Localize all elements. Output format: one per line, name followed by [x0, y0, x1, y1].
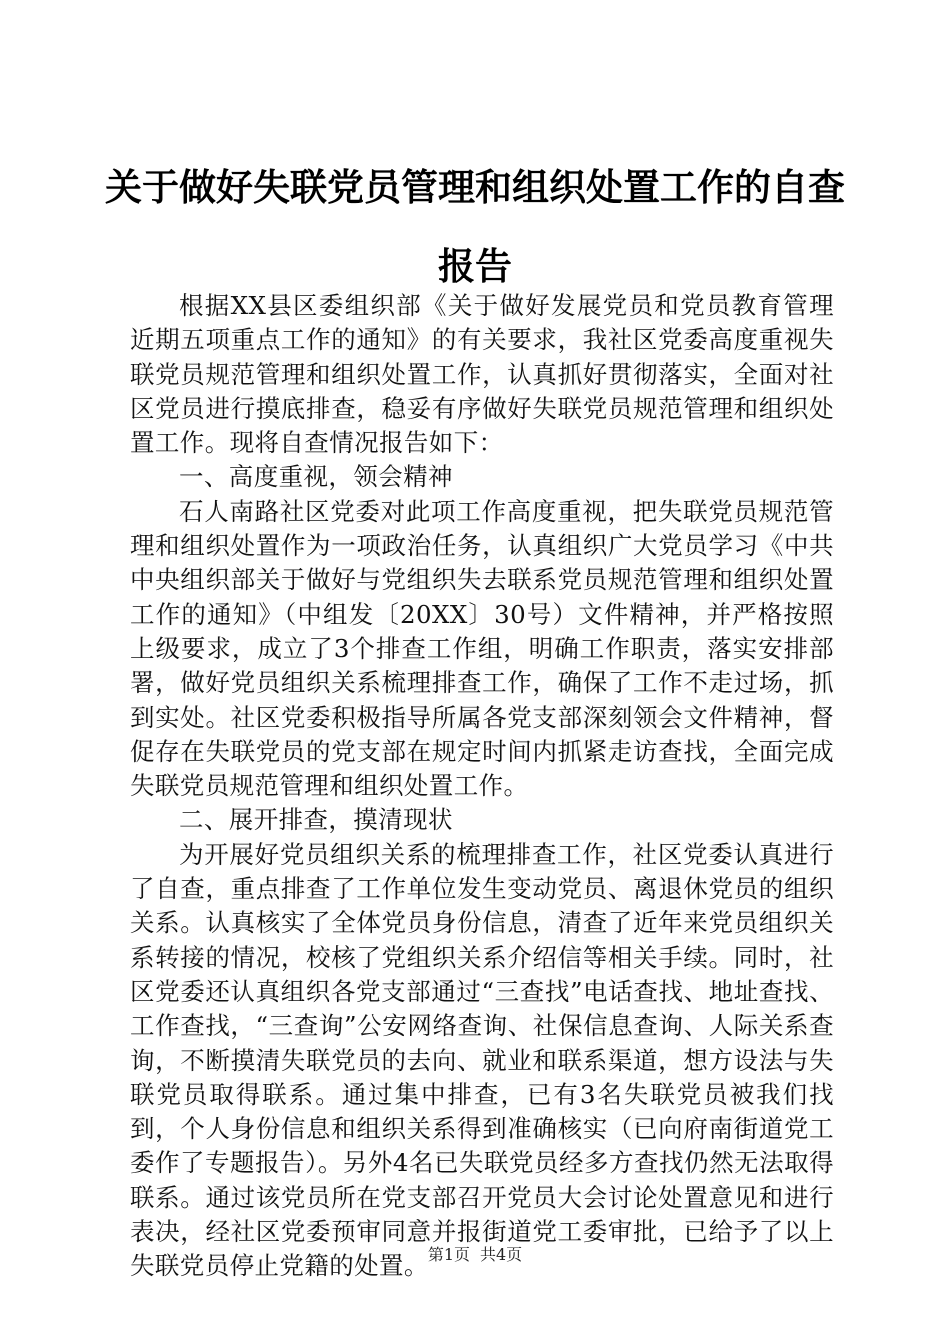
paragraph-section-2: 为开展好党员组织关系的梳理排查工作，社区党委认真进行了自查，重点排查了工作单位发生变动党员、离退休党员的组织关系。认真核实了全体党员身份信息，清查了近年来党员组织关系转接的情况，校核了党组织关系介绍信等相关手续。同时，社区党委还认真组织各党支部通过“三查找”电话查找、地址查找、工作查找，“三查询”公安网络查询、社保信息查询、人际关系查询，不断摸清失联党员的去向、就业和联系渠道，想方设法与失联党员取得联系。通过集中排查，已有3名失联党员被我们找到，个人身份信息和组织关系得到准确核实（已向府南街道党工委作了专题报告）。另外4名已失联党员经多方查找仍然无法取得联系。通过该党员所在党支部召开党员大会讨论处置意见和进行表决，经社区党委预审同意并报街道党工委审批，已给予了以上失联党员停止党籍的处置。: [130, 839, 834, 1281]
document-title-line-2: 报告: [438, 245, 512, 288]
section-heading-2: 二、展开排查，摸清现状: [179, 805, 453, 835]
section-heading-1: 一、高度重视，领会精神: [179, 462, 453, 492]
page-total: 共4页: [480, 1245, 523, 1264]
document-title-line-1: 关于做好失联党员管理和组织处置工作的自查: [105, 166, 845, 209]
paragraph-intro: 根据XX县区委组织部《关于做好发展党员和党员教育管理近期五项重点工作的通知》的有关要求，我社区党委高度重视失联党员规范管理和组织处置工作，认真抓好贯彻落实，全面对社区党员进行摸底排查，稳妥有序做好失联党员规范管理和组织处置工作。现将自查情况报告如下：: [130, 291, 834, 458]
page-number: 第1页: [427, 1245, 470, 1264]
document-body: [130, 289, 834, 1284]
paragraph-section-1: 石人南路社区党委对此项工作高度重视，把失联党员规范管理和组织处置作为一项政治任务，认真组织广大党员学习《中共中央组织部关于做好与党组织失去联系党员规范管理和组织处置工作的通知》（中组发〔20XX〕30号）文件精神，并严格按照上级要求，成立了3个排查工作组，明确工作职责，落实安排部署，做好党员组织关系梳理排查工作，确保了工作不走过场，抓到实处。社区党委积极指导所属各党支部深刻领会文件精神，督促存在失联党员的党支部在规定时间内抓紧走访查找，全面完成失联党员规范管理和组织处置工作。: [130, 496, 834, 801]
page-footer: [0, 1244, 950, 1266]
